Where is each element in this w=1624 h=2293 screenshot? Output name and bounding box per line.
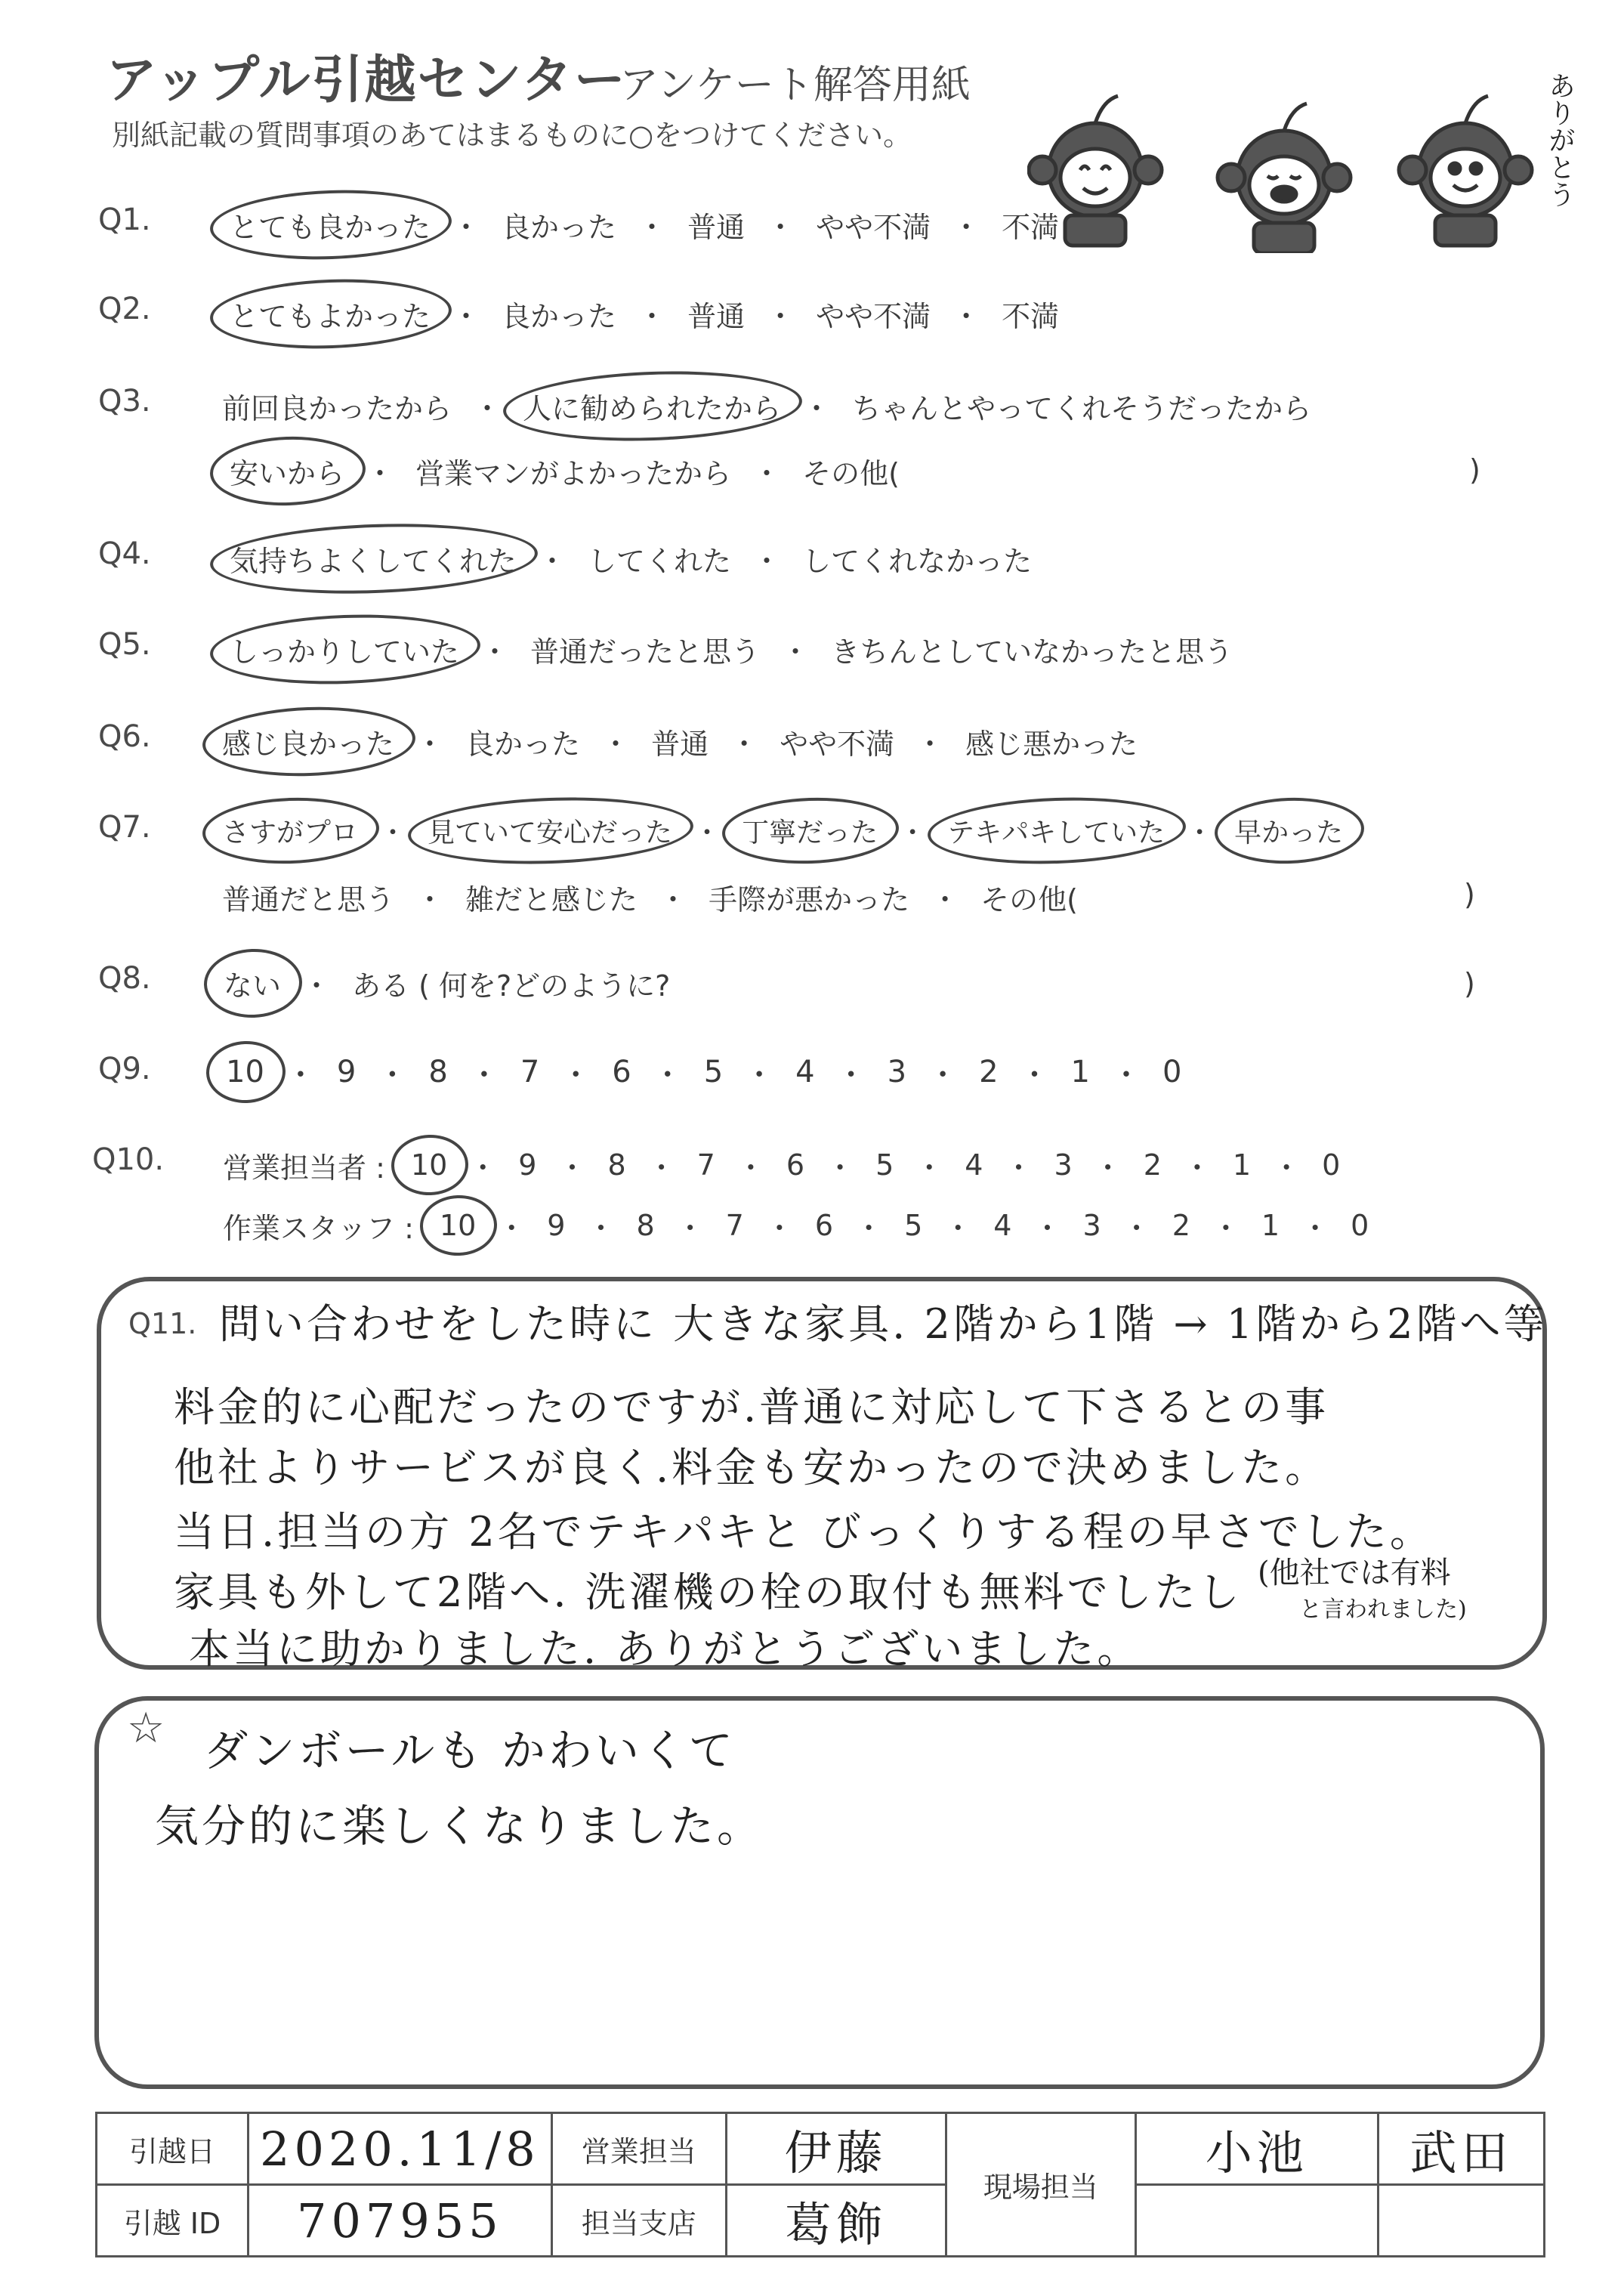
q7-option-4[interactable]: テキパキしていた: [937, 805, 1175, 856]
q3-option-5[interactable]: 営業マンがよかったから: [415, 457, 732, 490]
q8-label: Q8.: [98, 961, 151, 996]
q1-option-5[interactable]: 不満: [1002, 211, 1060, 244]
q7-option-9[interactable]: その他(: [980, 883, 1078, 916]
q10-sales-score-2[interactable]: 2: [1143, 1148, 1162, 1182]
q10-sales-score-4[interactable]: 4: [965, 1148, 983, 1182]
q2-label: Q2.: [98, 292, 151, 326]
q5-options: しっかりしていた ・ 普通だったと思う ・ きちんとしていなかったと思う: [219, 623, 1243, 676]
q3-option-1[interactable]: 前回良かったから: [222, 392, 452, 425]
q6-option-1[interactable]: 感じ良かった: [211, 715, 405, 768]
q11-line-5: 家具も外して2階へ. 洗濯機の栓の取付も無料でしたし: [174, 1568, 1243, 1616]
q8-options: ない ・ ある ( 何を?どのように?: [213, 956, 681, 1010]
footer-info-table: [95, 2112, 1545, 2257]
q11-aside-2: と言われました): [1299, 1596, 1467, 1623]
q1-label: Q1.: [98, 202, 151, 237]
q10-sales-score-0[interactable]: 0: [1322, 1148, 1341, 1182]
move-date-value[interactable]: 2020.11/8: [249, 2113, 552, 2185]
q10-sales-score-7[interactable]: 7: [696, 1148, 715, 1182]
q1-option-4[interactable]: やや不満: [816, 211, 931, 244]
q3-other-close: ): [1469, 453, 1480, 487]
q9-score-5[interactable]: 5: [703, 1055, 724, 1089]
q6-label: Q6.: [98, 719, 151, 754]
q10-sales-score-8[interactable]: 8: [607, 1148, 626, 1182]
q10-staff-score-0[interactable]: 0: [1351, 1209, 1369, 1242]
q10-staff-score-8[interactable]: 8: [636, 1209, 655, 1242]
q1-option-3[interactable]: 普通: [687, 211, 746, 244]
q8-other-close: ): [1464, 967, 1475, 1000]
q11-line-6: 本当に助かりました. ありがとうございました。: [189, 1625, 1141, 1673]
q5-option-2[interactable]: 普通だったと思う: [530, 635, 761, 669]
q10-staff-label: 作業スタッフ :: [223, 1211, 414, 1245]
q9-score-4[interactable]: 4: [795, 1055, 815, 1089]
q10-sales-score-6[interactable]: 6: [786, 1148, 805, 1182]
q5-label: Q5.: [98, 627, 151, 662]
q7-option-1[interactable]: さすがプロ: [211, 805, 369, 856]
site-staff-2-value[interactable]: 武田: [1378, 2113, 1544, 2185]
comment-line-2: 気分的に楽しくなりました。: [155, 1800, 764, 1852]
q9-score-7[interactable]: 7: [520, 1055, 540, 1089]
q11-line-3: 他社よりサービスが良く.料金も安かったので決めました。: [174, 1444, 1329, 1491]
q7-option-5[interactable]: 早かった: [1224, 805, 1354, 856]
comment-line-1: ダンボールも かわいくて: [204, 1725, 736, 1776]
q3-label: Q3.: [98, 384, 151, 419]
q1-option-2[interactable]: 良かった: [502, 211, 617, 244]
q4-option-2[interactable]: してくれた: [588, 545, 732, 578]
q11-line-1: 問い合わせをした時に 大きな家具. 2階から1階 → 1階から2階へ等: [219, 1300, 1548, 1348]
q2-option-2[interactable]: 良かった: [502, 300, 617, 333]
q4-option-3[interactable]: してくれなかった: [802, 545, 1033, 578]
q10-sales-score-10[interactable]: 10: [400, 1142, 458, 1188]
q11-label: Q11.: [128, 1307, 197, 1340]
q10-sales-score-1[interactable]: 1: [1232, 1148, 1252, 1182]
q7-option-7[interactable]: 雑だと感じた: [465, 883, 638, 916]
q3-options-row1: 前回良かったから ・ 人に勧められたから ・ ちゃんとやってくれそうだったから: [211, 379, 1322, 433]
site-staff-3-empty[interactable]: [1135, 2185, 1378, 2257]
q7-options-row1: さすがプロ ・ 見ていて安心だった ・ 丁寧だった ・ テキパキしていた ・ 早かった: [211, 805, 1354, 856]
q11-aside-1: (他社では有料: [1258, 1556, 1451, 1590]
instruction-text: 別紙記載の質問事項のあてはまるものに○をつけてください。: [112, 119, 912, 152]
mascot-monkeys-illustration: [1027, 72, 1571, 253]
q2-option-3[interactable]: 普通: [687, 300, 746, 333]
mascot-caption: ありがとう: [1544, 72, 1576, 208]
q3-option-3[interactable]: ちゃんとやってくれそうだったから: [852, 392, 1312, 425]
q4-options: 気持ちよくしてくれた ・ してくれた ・ してくれなかった: [219, 532, 1042, 586]
q10-staff-score-7[interactable]: 7: [725, 1209, 744, 1242]
q10-staff-score-9[interactable]: 9: [547, 1209, 566, 1242]
q4-option-1[interactable]: 気持ちよくしてくれた: [219, 532, 527, 586]
q9-score-3[interactable]: 3: [887, 1055, 907, 1089]
branch-value[interactable]: 葛飾: [726, 2185, 946, 2257]
site-staff-label: 現場担当: [946, 2113, 1135, 2257]
q2-options: とてもよかった ・ 良かった ・ 普通 ・ やや不満 ・ 不満: [219, 287, 1070, 341]
q2-option-4[interactable]: やや不満: [816, 300, 931, 333]
q11-line-4: 当日.担当の方 2名でテキパキと びっくりする程の早さでした。: [174, 1508, 1434, 1556]
q9-label: Q9.: [98, 1052, 151, 1086]
q5-option-1[interactable]: しっかりしていた: [219, 623, 470, 676]
q10-staff-score-4[interactable]: 4: [993, 1209, 1012, 1242]
q6-option-4[interactable]: やや不満: [780, 728, 895, 761]
q6-option-5[interactable]: 感じ悪かった: [965, 728, 1138, 761]
q10-staff-score-2[interactable]: 2: [1172, 1209, 1190, 1242]
q7-option-6[interactable]: 普通だと思う: [222, 883, 395, 916]
q10-staff-score-1[interactable]: 1: [1261, 1209, 1280, 1242]
q7-other-close: ): [1464, 878, 1475, 911]
q6-options: 感じ良かった ・ 良かった ・ 普通 ・ やや不満 ・ 感じ悪かった: [211, 715, 1148, 768]
q9-score-6[interactable]: 6: [612, 1055, 631, 1089]
q10-sales-score-9[interactable]: 9: [518, 1148, 537, 1182]
q8-option-2[interactable]: ある ( 何を?どのように?: [352, 969, 671, 1003]
q3-option-6[interactable]: その他(: [802, 457, 900, 490]
move-id-value[interactable]: 707955: [249, 2185, 552, 2257]
site-staff-1-value[interactable]: 小池: [1135, 2113, 1378, 2185]
q6-option-3[interactable]: 普通: [651, 728, 709, 761]
move-id-label: 引越 ID: [97, 2185, 249, 2257]
branch-label: 担当支店: [551, 2185, 726, 2257]
q10-sales-row: 営業担当者 : 10 ・ 9 ・ 8 ・ 7 ・ 6 ・ 5 ・ 4 ・ 3 ・ 2 ・ 1 ・ 0: [223, 1142, 1351, 1188]
q3-option-4[interactable]: 安いから: [219, 444, 355, 498]
q10-sales-score-5[interactable]: 5: [875, 1148, 894, 1182]
q9-score-9[interactable]: 9: [336, 1055, 357, 1089]
q2-option-1[interactable]: とてもよかった: [219, 287, 441, 341]
q10-staff-score-5[interactable]: 5: [904, 1209, 923, 1242]
q10-staff-row: 作業スタッフ : 10 ・ 9 ・ 8 ・ 7 ・ 6 ・ 5 ・ 4 ・ 3 ・ 2 ・ 1 ・ 0: [223, 1203, 1379, 1248]
q3-options-row2: 安いから ・ 営業マンがよかったから ・ その他(: [219, 444, 910, 498]
sales-rep-label: 営業担当: [551, 2113, 726, 2185]
form-title: アンケート解答用紙: [619, 63, 971, 108]
q10-sales-score-3[interactable]: 3: [1054, 1148, 1073, 1182]
q9-score-0[interactable]: 0: [1162, 1055, 1182, 1089]
company-brand: アップル引越センター: [106, 51, 627, 110]
q11-line-2: 料金的に心配だったのですが.普通に対応して下さるとの事: [174, 1383, 1329, 1431]
q1-options: とても良かった ・ 良かった ・ 普通 ・ やや不満 ・ 不満: [219, 198, 1070, 252]
q9-score-1[interactable]: 1: [1070, 1055, 1090, 1089]
q7-option-2[interactable]: 見ていて安心だった: [417, 805, 683, 856]
star-icon: ☆: [127, 1704, 165, 1753]
q10-staff-score-10[interactable]: 10: [429, 1203, 486, 1248]
q7-label: Q7.: [98, 810, 151, 845]
q2-option-5[interactable]: 不満: [1002, 300, 1060, 333]
q10-sales-label: 営業担当者 :: [223, 1151, 385, 1185]
q9-score-8[interactable]: 8: [428, 1055, 448, 1089]
sales-rep-value[interactable]: 伊藤: [726, 2113, 946, 2185]
q10-staff-score-3[interactable]: 3: [1082, 1209, 1101, 1242]
q7-option-3[interactable]: 丁寧だった: [731, 805, 888, 856]
q4-label: Q4.: [98, 536, 151, 571]
q9-scale: 10 ・ 9 ・ 8 ・ 7 ・ 6 ・ 5 ・ 4 ・ 3 ・ 2 ・ 1 ・ 0: [215, 1049, 1192, 1096]
move-date-label: 引越日: [97, 2113, 249, 2185]
q8-option-1[interactable]: ない: [213, 956, 292, 1010]
q1-option-1[interactable]: とても良かった: [219, 198, 441, 252]
q10-staff-score-6[interactable]: 6: [814, 1209, 834, 1242]
q7-options-row2: 普通だと思う ・ 雑だと感じた ・ 手際が悪かった ・ その他(: [211, 870, 1088, 924]
q3-option-2[interactable]: 人に勧められたから: [512, 379, 792, 433]
q6-option-2[interactable]: 良かった: [465, 728, 581, 761]
q9-score-10[interactable]: 10: [215, 1049, 275, 1096]
site-staff-4-empty[interactable]: [1378, 2185, 1544, 2257]
q5-option-3[interactable]: きちんとしていなかったと思う: [831, 635, 1233, 669]
q10-label: Q10.: [92, 1142, 165, 1177]
q9-score-2[interactable]: 2: [979, 1055, 999, 1089]
q7-option-8[interactable]: 手際が悪かった: [709, 883, 910, 916]
